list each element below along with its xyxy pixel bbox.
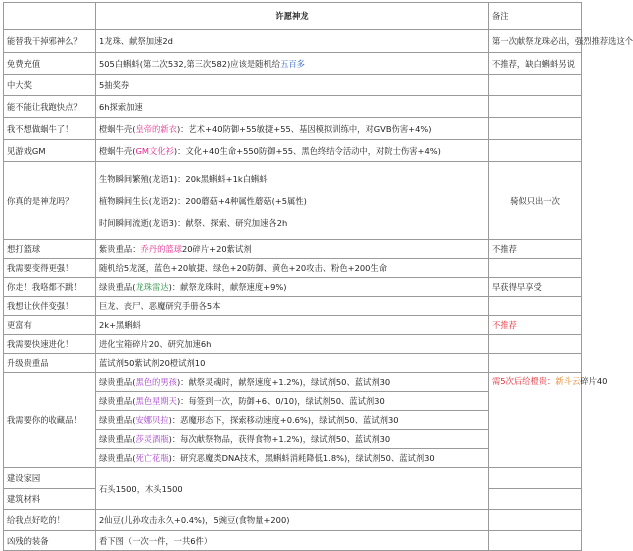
table-title: 许愿神龙 <box>96 3 489 30</box>
table-row <box>4 510 582 531</box>
table-row <box>4 297 582 316</box>
wish-name: 想打篮球 <box>4 240 96 259</box>
wish-note: 骑似只出一次 <box>489 162 582 240</box>
reward-text: 20碎片+20紫试剂 <box>182 244 252 254</box>
table-row <box>4 335 582 354</box>
reward-text: )：研究恶魔类DNA技术，黑蝌蚪消耗降低1.8%)，绿试剂50、蓝试剂30 <box>168 453 435 463</box>
reward-highlight: 五百多 <box>280 58 305 69</box>
table-row <box>4 140 582 162</box>
wish-note: 早获得早享受 <box>489 278 582 297</box>
table-row <box>4 531 582 551</box>
wish-name: 中大奖 <box>4 75 96 96</box>
reward-line: 植物瞬间生长(龙语2)：200蘑菇+4种属性蘑菇(+5属性) <box>99 195 307 206</box>
collection-item <box>96 449 489 468</box>
note-text: 碎片40 <box>580 376 608 386</box>
table-row <box>4 75 582 96</box>
reward-text: 紫贵重品： <box>99 244 141 254</box>
reward-text: )：每次献祭物品，获得食物+1.2%)，绿试剂50、蓝试剂30 <box>168 434 391 444</box>
wish-note <box>489 335 582 354</box>
wish-note <box>489 297 582 316</box>
wish-name: 我想让伙伴变强！ <box>4 297 96 316</box>
wish-name: 我需要快速进化！ <box>4 335 96 354</box>
reward-text: 橙蜗牛壳( <box>99 145 136 156</box>
reward-text: )：献祭灵魂时，献祭速度+1.2%)，绿试剂50、蓝试剂30 <box>176 377 391 387</box>
table-row <box>4 30 582 53</box>
wish-name: 我不想做蜗牛了！ <box>4 118 96 140</box>
table-row <box>4 468 582 489</box>
collection-item <box>96 392 489 411</box>
wish-name: 升级贵重品 <box>4 354 96 373</box>
wish-reward <box>96 162 489 240</box>
wish-note <box>489 489 582 510</box>
wish-name: 我需要你的收藏品！ <box>4 373 96 468</box>
table-row <box>4 373 582 392</box>
wish-note <box>489 510 582 531</box>
reward-highlight: 莎灵酒瓶 <box>135 434 169 444</box>
table-row <box>4 118 582 140</box>
note-header: 备注 <box>489 3 582 30</box>
collection-item <box>96 430 489 449</box>
wish-reward: 进化宝箱碎片20、研究加速6h <box>96 335 489 354</box>
wish-note <box>489 373 608 468</box>
table-row <box>4 53 582 75</box>
wish-reward <box>96 53 489 75</box>
reward-text: 505白蝌蚪(第二次532,第三次582)应该是随机给 <box>99 58 281 69</box>
wish-note <box>489 354 582 373</box>
reward-line: 生物瞬间繁殖(龙语1)：20k黑蝌蚪+1k白蝌蚪 <box>99 173 268 184</box>
wish-name: 更富有 <box>4 316 96 335</box>
wish-name: 建设家园 <box>4 468 96 489</box>
reward-line: 时间瞬间流逝(龙语3)：献祭、探索、研究加速各2h <box>99 217 288 228</box>
wish-name: 能不能让我跑快点？ <box>4 96 96 118</box>
reward-highlight: GM文化衫 <box>135 145 174 156</box>
wish-note <box>489 468 582 489</box>
wish-note <box>489 96 582 118</box>
reward-text: )：恶魔形态下，探索移动速度+0.6%)，绿试剂50、蓝试剂30 <box>168 415 399 425</box>
wish-reward: 随机给5龙涎，蓝色+20敏捷、绿色+20防御、黄色+20攻击、粉色+200生命 <box>96 259 489 278</box>
reward-highlight: 死亡花瓶 <box>135 453 169 463</box>
wish-note <box>489 118 582 140</box>
reward-text: 绿贵重品( <box>99 396 136 406</box>
wish-reward: 巨龙、丧尸、恶魔研究手册各5本 <box>96 297 489 316</box>
wish-reward: 看下图（一次一件，一共6件） <box>96 531 489 551</box>
reward-text: )：献祭龙珠时，献祭速度+9%) <box>168 282 287 292</box>
reward-text: 绿贵重品( <box>99 282 136 292</box>
reward-highlight: 黑色的男孩 <box>135 377 177 387</box>
collection-item <box>96 373 489 392</box>
reward-highlight: 安娜贝拉 <box>135 415 169 425</box>
table-row <box>4 96 582 118</box>
wish-reward <box>96 240 489 259</box>
reward-text: 绿贵重品( <box>99 415 136 425</box>
wish-name: 你真的是神龙吗？ <box>4 162 96 240</box>
wish-reward <box>96 118 489 140</box>
wish-name: 给我点好吃的！ <box>4 510 96 531</box>
wish-name: 建筑材料 <box>4 489 96 510</box>
wish-note <box>489 75 582 96</box>
wish-reward: 1龙珠、献祭加速2d <box>96 30 489 53</box>
reward-text: )：文化+40生命+550防御+55、黑色终结令活动中，对院士伤害+4%) <box>173 145 441 156</box>
reward-text: )：艺术+40防御+55敏捷+55、基因模拟训练中，对GVB伤害+4%) <box>176 123 432 134</box>
wish-reward: 2k+黑蝌蚪 <box>96 316 489 335</box>
wish-reward: 蓝试剂50紫试剂20橙试剂10 <box>96 354 489 373</box>
reward-text: 绿贵重品( <box>99 377 136 387</box>
wish-name: 凶残的装备 <box>4 531 96 551</box>
wish-reward: 6h探索加速 <box>96 96 489 118</box>
wish-note: 不推荐 <box>489 240 582 259</box>
table-row <box>4 354 582 373</box>
table-row <box>4 259 582 278</box>
reward-highlight: 黑色星期天 <box>135 396 177 406</box>
wish-name: 我需要变得更强！ <box>4 259 96 278</box>
note-text: 需5次后给橙贵： <box>492 376 556 386</box>
reward-highlight: 皇帝的新衣 <box>135 123 177 134</box>
table-row <box>4 162 582 240</box>
wish-reward: 石头1500，木头1500 <box>96 468 489 510</box>
table-row <box>4 278 582 297</box>
reward-text: 绿贵重品( <box>99 434 136 444</box>
wish-note <box>489 140 582 162</box>
reward-text: 橙蜗牛壳( <box>99 123 136 134</box>
note-highlight: 新斗云 <box>555 376 581 386</box>
header-empty-cell <box>4 3 96 30</box>
reward-highlight: 龙珠雷达 <box>135 282 169 292</box>
reward-text: )：每签到一次，防御+6、0/10)，绿试剂50、蓝试剂30 <box>176 396 385 406</box>
reward-text: 绿贵重品( <box>99 453 136 463</box>
reward-highlight: 乔丹的篮球 <box>140 244 182 254</box>
wish-dragon-table <box>3 2 633 551</box>
wish-name: 能替我干掉邪神么？ <box>4 30 96 53</box>
wish-reward: 5抽奖券 <box>96 75 489 96</box>
wish-name: 你走！我咯都不跳！ <box>4 278 96 297</box>
wish-reward <box>96 278 489 297</box>
wish-reward <box>96 140 489 162</box>
table-row <box>4 240 582 259</box>
wish-note: 第一次献祭龙珠必出，强烈推荐选这个 <box>489 30 582 53</box>
wish-note <box>489 259 582 278</box>
wish-reward: 2仙豆(儿孙攻击永久+0.4%)，5豌豆(食物量+200) <box>96 510 489 531</box>
table-row <box>4 316 582 335</box>
wish-note: 不推荐，缺白蝌蚪另说 <box>489 53 582 75</box>
wish-note <box>489 531 582 551</box>
collection-item <box>96 411 489 430</box>
wish-name: 免费充值 <box>4 53 96 75</box>
wish-note: 不推荐 <box>489 316 582 335</box>
wish-name: 见游戏GM <box>4 140 96 162</box>
